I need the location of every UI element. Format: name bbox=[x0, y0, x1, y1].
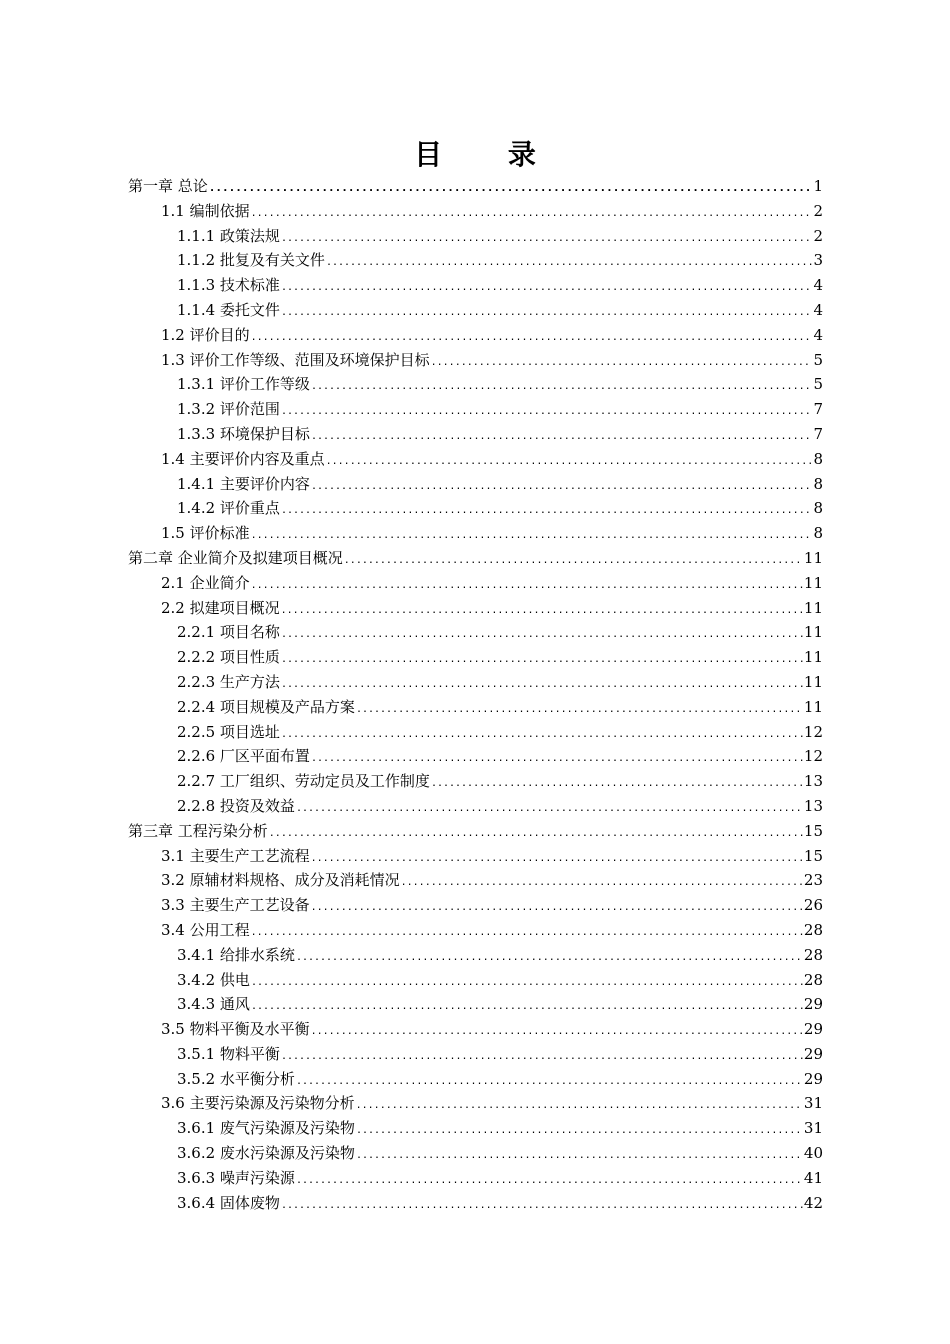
toc-entry-label: 2.1 企业简介 bbox=[161, 573, 250, 592]
toc-entry[interactable] bbox=[0, 348, 950, 373]
toc-entry-label: 1.3.3 环境保护目标 bbox=[177, 424, 310, 443]
toc-entry-page-number: 12 bbox=[803, 747, 823, 766]
toc-entry-label: 3.5.1 物料平衡 bbox=[177, 1044, 280, 1063]
toc-entry-label: 2.2.2 项目性质 bbox=[177, 648, 280, 667]
toc-entry-page-number: 8 bbox=[813, 524, 823, 543]
toc-entry-label: 1.3 评价工作等级、范围及环境保护目标 bbox=[161, 350, 430, 369]
toc-entry[interactable] bbox=[0, 472, 950, 497]
toc-entry[interactable] bbox=[0, 496, 950, 521]
toc-entry-page-number: 2 bbox=[813, 201, 823, 220]
toc-entry[interactable] bbox=[0, 224, 950, 249]
toc-entry-page-number: 4 bbox=[813, 276, 823, 295]
toc-entry-page-number: 3 bbox=[813, 251, 823, 270]
toc-entry-label: 2.2.3 生产方法 bbox=[177, 672, 280, 691]
toc-entry-label: 1.4.2 评价重点 bbox=[177, 499, 280, 518]
toc-entry-page-number: 29 bbox=[803, 1020, 823, 1039]
toc-entry[interactable] bbox=[0, 521, 950, 546]
toc-entry-label: 第一章 总论 bbox=[128, 177, 208, 195]
toc-entry[interactable] bbox=[0, 968, 950, 993]
toc-entry-page-number: 28 bbox=[803, 945, 823, 964]
toc-entry-page-number: 11 bbox=[803, 573, 823, 592]
toc-entry-page-number: 8 bbox=[813, 474, 823, 493]
toc-entry-page-number: 28 bbox=[803, 970, 823, 989]
toc-entry[interactable] bbox=[0, 571, 950, 596]
toc-entry[interactable] bbox=[0, 844, 950, 869]
toc-entry-page-number: 4 bbox=[813, 300, 823, 319]
toc-entry-label: 1.5 评价标准 bbox=[161, 524, 250, 543]
toc-entry-label: 第二章 企业简介及拟建项目概况 bbox=[128, 548, 343, 567]
toc-entry-page-number: 8 bbox=[813, 449, 823, 468]
toc-entry-page-number: 15 bbox=[803, 821, 823, 840]
toc-entry-label: 3.2 原辅材料规格、成分及消耗情况 bbox=[161, 871, 400, 890]
toc-entry-page-number: 29 bbox=[803, 995, 823, 1014]
toc-entry-label: 3.4.3 通风 bbox=[177, 995, 250, 1014]
toc-entry-page-number: 15 bbox=[803, 846, 823, 865]
toc-entry-label: 3.3 主要生产工艺设备 bbox=[161, 896, 310, 915]
toc-entry-label: 2.2.6 厂区平面布置 bbox=[177, 747, 310, 766]
toc-entry-page-number: 7 bbox=[813, 424, 823, 443]
toc-entry-page-number: 29 bbox=[803, 1069, 823, 1088]
toc-entry[interactable] bbox=[0, 447, 950, 472]
toc-entry-label: 3.4 公用工程 bbox=[161, 920, 250, 939]
toc-entry-page-number: 40 bbox=[803, 1144, 823, 1163]
toc-entry-label: 1.4 主要评价内容及重点 bbox=[161, 449, 325, 468]
table-of-contents bbox=[0, 174, 950, 1215]
toc-entry-page-number: 2 bbox=[813, 226, 823, 245]
toc-entry[interactable] bbox=[0, 1166, 950, 1191]
toc-entry-label: 1.1.2 批复及有关文件 bbox=[177, 251, 325, 270]
toc-entry[interactable] bbox=[0, 273, 950, 298]
toc-entry-page-number: 5 bbox=[813, 350, 823, 369]
toc-entry-page-number: 7 bbox=[813, 400, 823, 419]
toc-entry-page-number: 41 bbox=[803, 1168, 823, 1187]
toc-entry[interactable] bbox=[0, 769, 950, 794]
toc-entry-label: 1.1.3 技术标准 bbox=[177, 276, 280, 295]
toc-entry-label: 3.6 主要污染源及污染物分析 bbox=[161, 1094, 355, 1113]
toc-entry[interactable] bbox=[0, 695, 950, 720]
toc-entry[interactable] bbox=[0, 1191, 950, 1216]
toc-entry-label: 1.2 评价目的 bbox=[161, 325, 250, 344]
toc-entry[interactable] bbox=[0, 1091, 950, 1116]
toc-entry[interactable] bbox=[0, 422, 950, 447]
toc-entry-label: 1.1.4 委托文件 bbox=[177, 300, 280, 319]
toc-entry-label: 3.6.3 噪声污染源 bbox=[177, 1168, 295, 1187]
toc-entry-label: 3.5.2 水平衡分析 bbox=[177, 1069, 295, 1088]
toc-entry-page-number: 8 bbox=[813, 499, 823, 518]
toc-entry[interactable] bbox=[0, 670, 950, 695]
toc-entry-page-number: 11 bbox=[803, 623, 823, 642]
toc-entry-label: 3.4.2 供电 bbox=[177, 970, 250, 989]
toc-title: 目 录 bbox=[414, 138, 564, 171]
toc-entry-page-number: 28 bbox=[803, 920, 823, 939]
toc-entry-label: 3.6.2 废水污染源及污染物 bbox=[177, 1144, 355, 1163]
toc-entry-label: 3.4.1 给排水系统 bbox=[177, 945, 295, 964]
toc-entry[interactable] bbox=[0, 1141, 950, 1166]
toc-entry[interactable] bbox=[0, 868, 950, 893]
toc-entry-page-number: 13 bbox=[803, 772, 823, 791]
toc-entry-label: 3.5 物料平衡及水平衡 bbox=[161, 1020, 310, 1039]
toc-entry-label: 3.6.1 废气污染源及污染物 bbox=[177, 1119, 355, 1138]
toc-entry-page-number: 11 bbox=[803, 648, 823, 667]
toc-entry[interactable] bbox=[0, 943, 950, 968]
toc-entry[interactable] bbox=[0, 794, 950, 819]
toc-entry[interactable] bbox=[0, 248, 950, 273]
toc-entry[interactable] bbox=[0, 596, 950, 621]
toc-entry[interactable] bbox=[0, 893, 950, 918]
toc-leader-dots bbox=[281, 1194, 803, 1219]
toc-entry-label: 3.1 主要生产工艺流程 bbox=[161, 846, 310, 865]
toc-entry-page-number: 31 bbox=[803, 1094, 823, 1113]
toc-entry[interactable] bbox=[0, 1067, 950, 1092]
toc-entry-label: 1.3.1 评价工作等级 bbox=[177, 375, 310, 394]
toc-entry-page-number: 23 bbox=[803, 871, 823, 890]
toc-entry-label: 1.1 编制依据 bbox=[161, 201, 250, 220]
toc-entry[interactable] bbox=[0, 174, 950, 199]
toc-entry-page-number: 13 bbox=[803, 796, 823, 815]
toc-entry[interactable] bbox=[0, 720, 950, 745]
toc-entry[interactable] bbox=[0, 620, 950, 645]
toc-entry-page-number: 11 bbox=[803, 672, 823, 691]
toc-entry-label: 2.2.7 工厂组织、劳动定员及工作制度 bbox=[177, 772, 430, 791]
toc-entry[interactable] bbox=[0, 1042, 950, 1067]
toc-entry[interactable] bbox=[0, 992, 950, 1017]
toc-entry-page-number: 1 bbox=[813, 177, 823, 195]
toc-entry[interactable] bbox=[0, 546, 950, 571]
toc-entry-page-number: 11 bbox=[803, 548, 823, 567]
toc-entry[interactable] bbox=[0, 298, 950, 323]
toc-entry-page-number: 4 bbox=[813, 325, 823, 344]
toc-entry[interactable] bbox=[0, 323, 950, 348]
toc-entry-page-number: 42 bbox=[803, 1193, 823, 1212]
toc-entry[interactable] bbox=[0, 199, 950, 224]
toc-entry[interactable] bbox=[0, 372, 950, 397]
toc-entry-label: 2.2 拟建项目概况 bbox=[161, 598, 280, 617]
toc-entry[interactable] bbox=[0, 918, 950, 943]
toc-entry-page-number: 11 bbox=[803, 598, 823, 617]
toc-entry-label: 3.6.4 固体废物 bbox=[177, 1193, 280, 1212]
toc-entry-label: 1.1.1 政策法规 bbox=[177, 226, 280, 245]
toc-entry-page-number: 11 bbox=[803, 697, 823, 716]
toc-entry[interactable] bbox=[0, 1017, 950, 1042]
toc-entry-label: 1.3.2 评价范围 bbox=[177, 400, 280, 419]
toc-entry-page-number: 29 bbox=[803, 1044, 823, 1063]
toc-entry[interactable] bbox=[0, 397, 950, 422]
toc-entry[interactable] bbox=[0, 819, 950, 844]
toc-entry-label: 2.2.8 投资及效益 bbox=[177, 796, 295, 815]
toc-entry-page-number: 5 bbox=[813, 375, 823, 394]
toc-entry[interactable] bbox=[0, 744, 950, 769]
toc-entry-label: 2.2.1 项目名称 bbox=[177, 623, 280, 642]
toc-entry[interactable] bbox=[0, 645, 950, 670]
toc-leader-dots bbox=[209, 176, 813, 201]
toc-entry-label: 2.2.5 项目选址 bbox=[177, 722, 280, 741]
toc-entry-label: 2.2.4 项目规模及产品方案 bbox=[177, 697, 355, 716]
toc-entry-label: 第三章 工程污染分析 bbox=[128, 821, 268, 840]
toc-entry-page-number: 31 bbox=[803, 1119, 823, 1138]
toc-entry[interactable] bbox=[0, 1116, 950, 1141]
toc-entry-page-number: 26 bbox=[803, 896, 823, 915]
toc-entry-page-number: 12 bbox=[803, 722, 823, 741]
toc-entry-label: 1.4.1 主要评价内容 bbox=[177, 474, 310, 493]
